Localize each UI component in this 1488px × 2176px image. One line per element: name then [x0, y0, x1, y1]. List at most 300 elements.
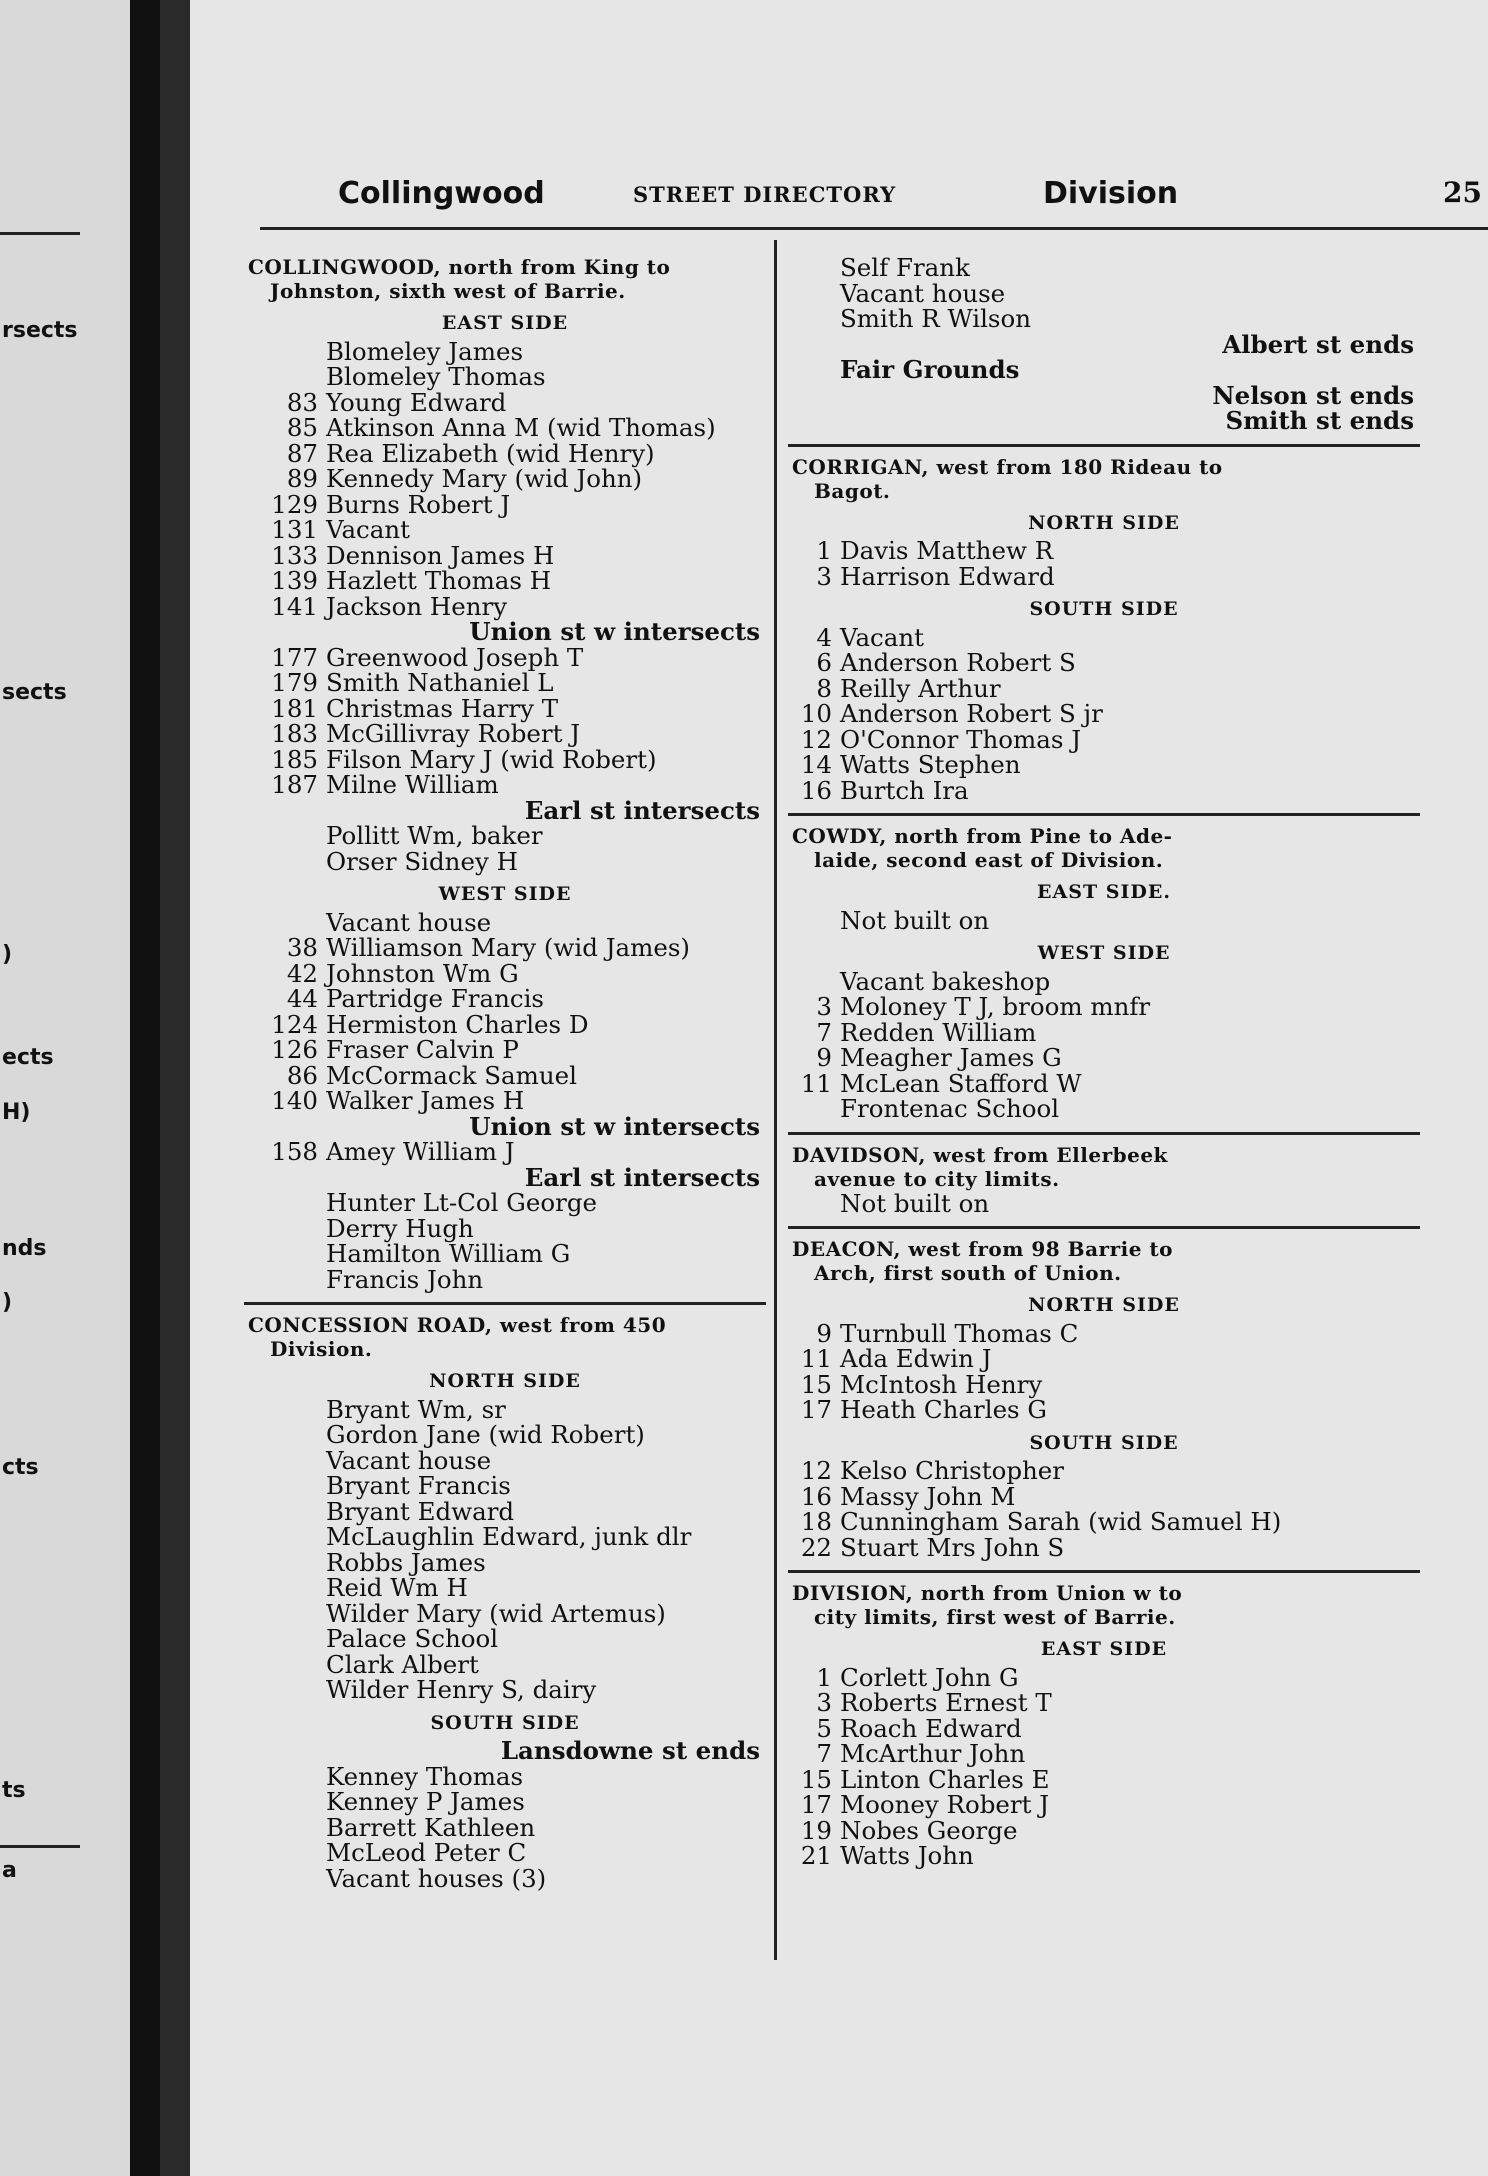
resident-name: Vacant bakeshop: [840, 966, 1051, 996]
house-number: 85: [286, 413, 318, 442]
resident-name: Anderson Robert S: [840, 648, 1076, 677]
resident-name: Kenney Thomas: [326, 1761, 524, 1791]
directory-entry: [244, 1088, 766, 1114]
house-number: 17: [800, 1395, 832, 1424]
landmark-name: Fair Grounds: [840, 355, 1020, 384]
directory-entry: [788, 1346, 1420, 1372]
margin-fragment: ): [2, 1290, 13, 1315]
street-end-note: Albert st ends: [1222, 329, 1414, 359]
resident-name: Fraser Calvin P: [326, 1035, 519, 1064]
street-heading-line: Johnston, sixth west of Barrie.: [270, 279, 626, 303]
directory-entry: [244, 1496, 766, 1526]
directory-entry: [244, 1812, 766, 1842]
residents-list: [244, 1394, 766, 1704]
resident-name: Amey William J: [326, 1137, 515, 1166]
directory-entry: [244, 438, 766, 468]
page-header: [338, 176, 1488, 216]
street-end-note: Lansdowne st ends: [500, 1736, 760, 1765]
house-number: 179: [271, 668, 318, 697]
street-heading-line: avenue to city limits.: [814, 1166, 1060, 1191]
right-column: [788, 255, 1420, 1869]
house-number: [244, 1866, 326, 1892]
resident-name: Filson Mary J (wid Robert): [326, 744, 657, 774]
resident-name: Watts Stephen: [840, 750, 1021, 779]
directory-entry: [788, 994, 1420, 1020]
directory-entry: [244, 1190, 766, 1216]
resident-name: Wilder Henry S, dairy: [326, 1675, 597, 1704]
resident-name: Blomeley James: [326, 336, 524, 366]
resident-name: Greenwood Joseph T: [326, 642, 584, 672]
house-number: [244, 1626, 326, 1652]
street-heading-line: DEACON, west from 98 Barrie to: [792, 1237, 1173, 1261]
house-number: 139: [271, 566, 318, 595]
street-heading: [244, 1313, 766, 1361]
resident-name: Frontenac School: [840, 1094, 1060, 1123]
house-number: [244, 1448, 326, 1474]
resident-name: Massy John M: [840, 1481, 1016, 1511]
house-number: [788, 1096, 840, 1122]
street-entry-corrigan: [788, 455, 1420, 804]
resident-name: Orser Sidney H: [326, 846, 518, 876]
directory-entry: [244, 1241, 766, 1267]
house-number: 83: [286, 387, 318, 417]
house-number: 9: [816, 1043, 832, 1072]
resident-name: Dennison James H: [326, 540, 555, 570]
house-number: 158: [271, 1137, 318, 1166]
directory-entry: [244, 1473, 766, 1499]
directory-entry: [788, 673, 1420, 703]
house-number: 126: [271, 1035, 318, 1064]
resident-name: Not built on: [840, 1188, 990, 1218]
street-heading: [788, 824, 1420, 872]
directory-entry: [244, 1863, 766, 1893]
house-number: 19: [800, 1815, 832, 1845]
house-number: 12: [800, 1456, 832, 1485]
residents-list: [788, 966, 1420, 1123]
margin-fragment: cts: [2, 1455, 39, 1480]
directory-entry: [244, 1649, 766, 1679]
house-number: 18: [800, 1507, 832, 1536]
house-number: 16: [800, 775, 832, 805]
resident-name: Hamilton William G: [326, 1239, 571, 1268]
house-number: 1: [816, 1662, 832, 1692]
resident-name: Cunningham Sarah (wid Samuel H): [840, 1507, 1282, 1536]
directory-entry: [244, 907, 766, 937]
resident-name: Burns Robert J: [326, 489, 511, 519]
resident-name: Vacant house: [326, 1445, 492, 1475]
resident-name: Vacant houses (3): [326, 1863, 547, 1893]
resident-name: Self Frank: [840, 253, 970, 282]
directory-entry: [244, 1445, 766, 1475]
house-number: 185: [271, 744, 318, 774]
directory-entry: [244, 693, 766, 723]
directory-entry: [244, 1422, 766, 1448]
house-number: 1: [816, 536, 832, 565]
directory-entry: [244, 364, 766, 390]
resident-name: McLean Stafford W: [840, 1068, 1082, 1098]
resident-name: Wilder Mary (wid Artemus): [326, 1598, 666, 1628]
directory-entry: [788, 255, 1420, 281]
margin-fragment: ): [2, 942, 13, 967]
directory-entry: [788, 1188, 1420, 1218]
directory-entry: [244, 517, 766, 543]
directory-entry: [244, 1060, 766, 1090]
house-number: 140: [271, 1086, 318, 1115]
directory-entry: [788, 1017, 1420, 1047]
directory-entry: [788, 966, 1420, 996]
house-number: 181: [271, 693, 318, 723]
directory-entry: [244, 721, 766, 747]
house-number: 14: [800, 750, 832, 779]
resident-name: Nobes George: [840, 1815, 1018, 1845]
street-heading-line: DIVISION, north from Union w to: [792, 1581, 1183, 1605]
resident-name: Turnbull Thomas C: [840, 1318, 1079, 1348]
header-rule: [260, 227, 1488, 230]
directory-entry: [788, 1843, 1420, 1869]
house-number: 89: [286, 464, 318, 493]
section-rule: [788, 813, 1420, 816]
house-number: 22: [800, 1532, 832, 1562]
street-heading: [788, 1581, 1420, 1629]
house-number: 11: [800, 1068, 832, 1098]
directory-entry: [244, 1575, 766, 1601]
margin-fragment: ects: [2, 1045, 54, 1070]
directory-entry: [244, 1037, 766, 1063]
resident-name: Johnston Wm G: [326, 958, 519, 988]
directory-entry: [788, 1815, 1420, 1845]
house-number: 16: [800, 1481, 832, 1511]
house-number: [244, 1267, 326, 1293]
resident-name: Jackson Henry: [326, 591, 508, 621]
directory-entry: [788, 1369, 1420, 1399]
street-entry-cowdy: [788, 824, 1420, 1122]
resident-name: Young Edward: [326, 387, 507, 417]
resident-name: Kelso Christopher: [840, 1456, 1065, 1485]
house-number: [244, 339, 326, 365]
house-number: 87: [286, 438, 318, 468]
street-entry-deacon: [788, 1237, 1420, 1560]
directory-entry: [244, 1677, 766, 1703]
residents-list: [788, 1188, 1420, 1218]
resident-name: Vacant: [326, 515, 411, 544]
residents-list: [244, 1761, 766, 1893]
resident-name: Burtch Ira: [840, 775, 969, 805]
resident-name: Atkinson Anna M (wid Thomas): [326, 413, 716, 442]
resident-name: Hazlett Thomas H: [326, 566, 552, 595]
house-number: [244, 1397, 326, 1423]
resident-name: Heath Charles G: [840, 1395, 1047, 1424]
house-number: [788, 281, 840, 307]
directory-entry: [788, 1397, 1420, 1423]
side-heading: NORTH SIDE: [1028, 1294, 1180, 1316]
resident-name: Palace School: [326, 1624, 499, 1653]
house-number: 187: [271, 770, 318, 799]
directory-entry: [244, 1394, 766, 1424]
street-heading-line: COWDY, north from Pine to Ade-: [792, 824, 1173, 848]
street-heading-line: Division.: [270, 1337, 373, 1361]
house-number: 141: [271, 591, 318, 621]
directory-entry: [788, 1318, 1420, 1348]
resident-name: McCormack Samuel: [326, 1060, 577, 1090]
margin-fragment: nds: [2, 1236, 47, 1261]
house-number: 86: [286, 1060, 318, 1090]
resident-name: Francis John: [326, 1264, 484, 1294]
street-heading: [244, 255, 766, 303]
residents-list: [244, 907, 766, 1115]
house-number: 3: [816, 1688, 832, 1717]
street-end-note: Nelson st ends: [1212, 380, 1414, 410]
margin-rule: [0, 232, 80, 235]
house-number: [244, 1550, 326, 1576]
directory-entry: [788, 1481, 1420, 1511]
house-number: 8: [816, 673, 832, 703]
resident-name: Derry Hugh: [326, 1213, 474, 1243]
directory-entry: [788, 1532, 1420, 1562]
resident-name: Rea Elizabeth (wid Henry): [326, 438, 655, 468]
intersection-note: Earl st intersects: [524, 1162, 760, 1192]
house-number: 12: [800, 724, 832, 754]
side-heading: NORTH SIDE: [429, 1370, 581, 1392]
house-number: 10: [800, 699, 832, 728]
resident-name: Mooney Robert J: [840, 1790, 1050, 1819]
side-heading: EAST SIDE.: [1037, 881, 1171, 903]
directory-entry: [244, 1840, 766, 1866]
directory-entry: [244, 642, 766, 672]
binding-edge: [130, 0, 160, 2176]
resident-name: McLeod Peter C: [326, 1838, 527, 1867]
house-number: 124: [271, 1009, 318, 1039]
margin-fragment: rsects: [2, 318, 78, 343]
resident-name: Milne William: [326, 770, 499, 799]
directory-entry: [244, 935, 766, 961]
directory-entry: [244, 823, 766, 849]
street-end-note: Smith st ends: [1225, 406, 1414, 435]
side-heading: WEST SIDE: [1037, 942, 1171, 964]
directory-entry: [244, 846, 766, 876]
resident-name: Vacant: [840, 622, 925, 652]
street-heading-line: CONCESSION ROAD, west from 450: [248, 1313, 667, 1337]
page-number: 25: [1443, 176, 1482, 209]
house-number: 5: [816, 1713, 832, 1743]
directory-entry: [244, 1626, 766, 1652]
directory-entry: [788, 1045, 1420, 1071]
directory-entry: [788, 1741, 1420, 1767]
section-rule: [788, 444, 1420, 447]
section-rule: [788, 1132, 1420, 1135]
directory-entry: [244, 772, 766, 798]
resident-name: Smith Nathaniel L: [326, 668, 554, 697]
resident-name: Smith R Wilson: [840, 304, 1032, 333]
street-heading-line: DAVIDSON, west from Ellerbeek: [792, 1142, 1168, 1167]
margin-fragment: H): [2, 1100, 31, 1125]
street-heading: [788, 1237, 1420, 1285]
resident-name: Harrison Edward: [840, 561, 1055, 591]
directory-entry: [244, 489, 766, 519]
side-heading: NORTH SIDE: [1028, 511, 1180, 534]
directory-entry: [244, 466, 766, 492]
residents-list: [788, 538, 1420, 589]
resident-name: Not built on: [840, 905, 990, 935]
directory-entry: [788, 775, 1420, 805]
directory-entry: [788, 1662, 1420, 1692]
house-number: [244, 364, 326, 390]
house-number: 9: [816, 1318, 832, 1348]
directory-entry: [788, 905, 1420, 935]
house-number: 183: [271, 719, 318, 748]
resident-name: Vacant house: [840, 278, 1006, 308]
resident-name: Barrett Kathleen: [326, 1812, 536, 1842]
street-heading: [788, 1143, 1420, 1191]
residents-list: [788, 1662, 1420, 1870]
directory-entry: [788, 701, 1420, 727]
house-number: [244, 1499, 326, 1525]
margin-rule: [0, 1845, 80, 1848]
directory-entry: [788, 538, 1420, 564]
resident-name: Stuart Mrs John S: [840, 1532, 1065, 1562]
street-heading-line: city limits, first west of Barrie.: [814, 1605, 1176, 1629]
residents-list: [244, 1190, 766, 1292]
side-heading: SOUTH SIDE: [1029, 598, 1179, 620]
margin-fragment: a: [2, 1858, 17, 1883]
house-number: 38: [286, 933, 318, 962]
house-number: [244, 823, 326, 849]
resident-name: Bryant Francis: [326, 1471, 511, 1500]
resident-name: McGillivray Robert J: [326, 719, 581, 748]
resident-name: McLaughlin Edward, junk dlr: [326, 1522, 692, 1551]
fair-grounds-row: [788, 357, 1420, 383]
house-number: 42: [286, 958, 318, 988]
house-number: [244, 1422, 326, 1448]
resident-name: O'Connor Thomas J: [840, 724, 1082, 754]
directory-entry: [244, 1598, 766, 1628]
directory-entry: [244, 1547, 766, 1577]
directory-entry: [788, 278, 1420, 308]
street-entry-division: [788, 1581, 1420, 1869]
section-rule: [244, 1302, 766, 1305]
resident-name: Corlett John G: [840, 1662, 1019, 1692]
resident-name: Pollitt Wm, baker: [326, 821, 543, 850]
street-entry-davidson: [788, 1143, 1420, 1217]
house-number: [788, 306, 840, 332]
header-right-street: Division: [1043, 176, 1179, 211]
directory-entry: [244, 540, 766, 570]
directory-entry: [244, 336, 766, 366]
house-number: [788, 908, 840, 934]
resident-name: Ada Edwin J: [840, 1344, 992, 1373]
resident-name: Bryant Wm, sr: [326, 1394, 506, 1424]
directory-entry: [244, 1789, 766, 1815]
house-number: [244, 1815, 326, 1841]
directory-entry: [788, 752, 1420, 778]
resident-name: Partridge Francis: [326, 984, 544, 1013]
directory-entry: [244, 1761, 766, 1791]
house-number: [244, 1677, 326, 1703]
resident-name: Clark Albert: [326, 1649, 479, 1679]
house-number: [244, 1241, 326, 1267]
directory-entry: [788, 1068, 1420, 1098]
directory-entry: [788, 1096, 1420, 1122]
directory-entry: [244, 670, 766, 696]
resident-name: Watts John: [840, 1841, 974, 1870]
directory-entry: [244, 1264, 766, 1294]
house-number: [244, 1764, 326, 1790]
directory-entry: [244, 387, 766, 417]
intersection-note: Earl st intersects: [524, 795, 760, 825]
house-number: 7: [816, 1739, 832, 1768]
house-number: [244, 1652, 326, 1678]
directory-entry: [788, 561, 1420, 591]
margin-fragment: sects: [2, 680, 67, 705]
street-entry-concession-road: [244, 1313, 766, 1891]
house-number: 3: [816, 992, 832, 1021]
resident-name: Moloney T J, broom mnfr: [840, 992, 1151, 1021]
resident-name: Williamson Mary (wid James): [326, 933, 690, 962]
directory-entry: [788, 1764, 1420, 1794]
resident-name: Meagher James G: [840, 1043, 1062, 1072]
side-heading: SOUTH SIDE: [430, 1711, 580, 1734]
directory-entry: [244, 1213, 766, 1243]
resident-name: Vacant house: [326, 907, 492, 937]
street-entry-collingwood: [244, 255, 766, 1292]
directory-entry: [788, 1713, 1420, 1743]
resident-name: Hermiston Charles D: [326, 1009, 589, 1039]
street-heading-line: CORRIGAN, west from 180 Rideau to: [792, 454, 1223, 479]
directory-entry: [788, 1792, 1420, 1818]
resident-name: McArthur John: [840, 1739, 1026, 1768]
street-heading-line: laide, second east of Division.: [814, 848, 1164, 872]
directory-entry: [244, 591, 766, 621]
directory-entry: [244, 415, 766, 441]
house-number: 44: [286, 984, 318, 1013]
residents-list: [244, 1139, 766, 1165]
resident-name: Reilly Arthur: [840, 673, 1001, 703]
directory-entry: [244, 958, 766, 988]
resident-name: Hunter Lt-Col George: [326, 1188, 597, 1217]
side-heading: WEST SIDE: [438, 883, 572, 905]
resident-name: Gordon Jane (wid Robert): [326, 1420, 645, 1449]
house-number: [244, 1473, 326, 1499]
directory-page: [190, 0, 1488, 2176]
resident-name: McIntosh Henry: [840, 1369, 1043, 1399]
street-heading: [788, 455, 1420, 503]
side-heading: EAST SIDE: [1040, 1638, 1168, 1660]
side-heading: SOUTH SIDE: [1029, 1431, 1179, 1454]
adjacent-page-margin: [0, 0, 160, 2176]
directory-entry: [244, 744, 766, 774]
residents-list: [788, 905, 1420, 935]
directory-entry: [244, 568, 766, 594]
resident-name: Bryant Edward: [326, 1496, 515, 1526]
resident-name: Roach Edward: [840, 1713, 1022, 1743]
directory-entry: [788, 650, 1420, 676]
house-number: 177: [271, 642, 318, 672]
resident-name: Davis Matthew R: [840, 536, 1054, 565]
directory-entry: [244, 986, 766, 1012]
house-number: 4: [816, 622, 832, 652]
directory-entry: [788, 1509, 1420, 1535]
resident-name: Robbs James: [326, 1547, 486, 1577]
directory-entry: [788, 724, 1420, 754]
residents-list: [788, 1318, 1420, 1424]
resident-name: Blomeley Thomas: [326, 362, 546, 391]
house-number: 11: [800, 1344, 832, 1373]
directory-entry: [788, 306, 1420, 332]
house-number: [788, 255, 840, 281]
resident-name: Reid Wm H: [326, 1573, 468, 1602]
intersection-note: Union st w intersects: [469, 617, 760, 646]
house-number: 7: [816, 1017, 832, 1047]
house-number: [244, 910, 326, 936]
